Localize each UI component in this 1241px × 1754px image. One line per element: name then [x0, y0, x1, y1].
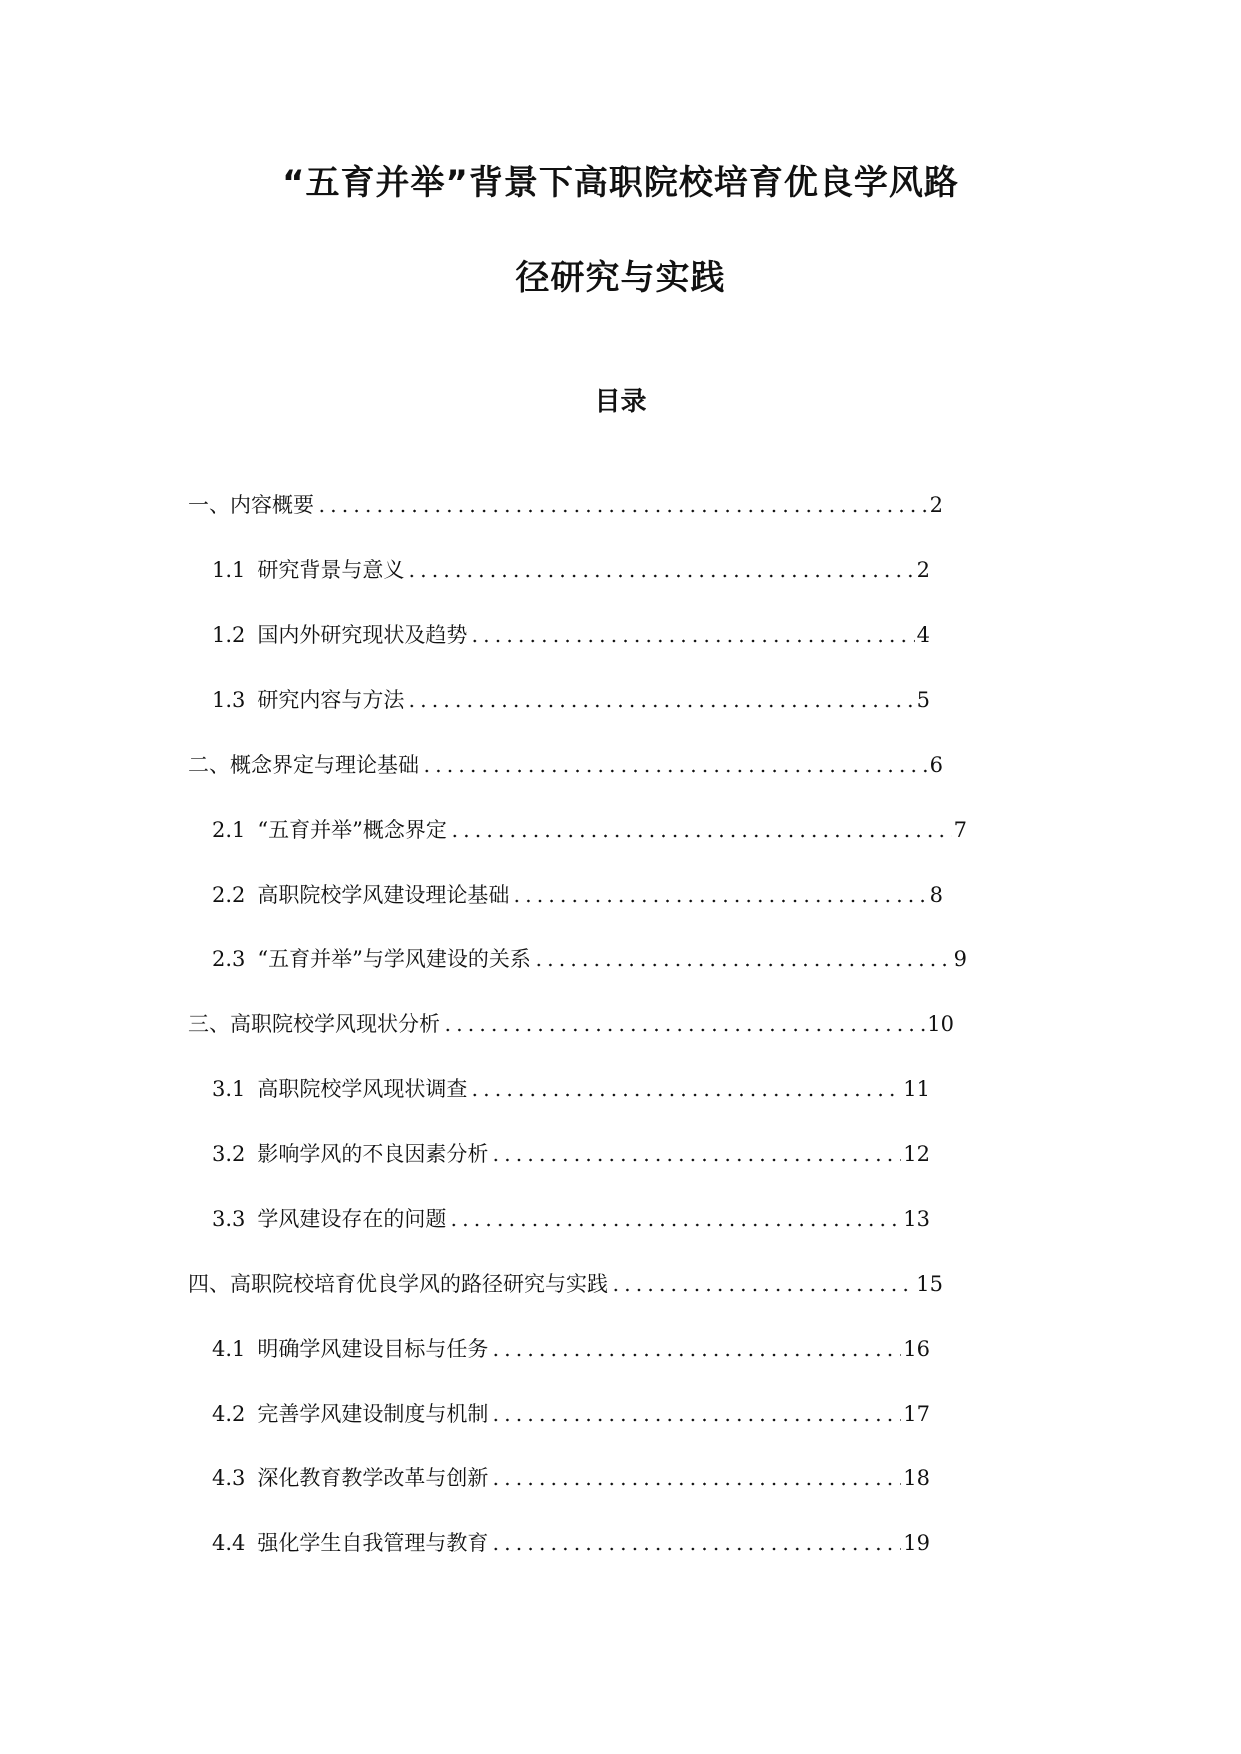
toc-entry-title: 学风建设存在的问题	[257, 1207, 447, 1231]
toc-entry[interactable]	[188, 750, 943, 780]
toc-entry[interactable]	[212, 555, 930, 585]
toc-page-number: 12	[903, 1142, 930, 1166]
toc-page-number: 19	[903, 1531, 930, 1555]
toc-page-number: 2	[929, 493, 943, 517]
toc-entry[interactable]	[188, 490, 943, 520]
toc-leader-dots	[442, 1028, 925, 1032]
toc-section-number: 4.1	[212, 1337, 246, 1361]
toc-leader-dots	[533, 963, 952, 967]
toc-heading: 目录	[594, 387, 647, 417]
toc-page-number: 17	[903, 1402, 930, 1426]
toc-entry[interactable]	[212, 1399, 930, 1429]
document-title-line-1: “五育并举”背景下高职院校培育优良学风路	[282, 163, 959, 203]
toc-entry-title: 高职院校学风建设理论基础	[257, 883, 510, 907]
toc-page-number: 9	[953, 947, 967, 971]
toc-section-number: 4.3	[212, 1466, 246, 1490]
toc-page-number: 8	[929, 883, 943, 907]
toc-leader-dots	[469, 1093, 901, 1097]
toc-entry-title: 明确学风建设目标与任务	[257, 1337, 489, 1361]
toc-section-number: 4.2	[212, 1402, 246, 1426]
toc-entry-title: 一、内容概要	[188, 493, 314, 517]
toc-page-number: 15	[916, 1272, 943, 1296]
toc-entry-title: 强化学生自我管理与教育	[257, 1531, 489, 1555]
toc-section-number: 4.4	[212, 1531, 246, 1555]
toc-section-number: 2.2	[212, 883, 246, 907]
toc-entry-title: 二、概念界定与理论基础	[188, 753, 419, 777]
toc-leader-dots	[406, 574, 914, 578]
toc-entry[interactable]	[188, 1269, 943, 1299]
toc-page-number: 5	[916, 688, 930, 712]
toc-entry[interactable]	[212, 620, 930, 650]
toc-entry[interactable]	[212, 1463, 930, 1493]
toc-section-number: 3.1	[212, 1077, 246, 1101]
toc-section-number: 2.1	[212, 818, 246, 842]
toc-page-number: 10	[927, 1012, 954, 1036]
toc-leader-dots	[490, 1158, 901, 1162]
toc-entry[interactable]	[212, 880, 943, 910]
toc-entry-title: “五育并举”概念界定	[257, 818, 447, 842]
toc-entry[interactable]	[212, 1334, 930, 1364]
toc-entry[interactable]	[212, 1204, 930, 1234]
toc-leader-dots	[469, 639, 914, 643]
toc-leader-dots	[490, 1547, 901, 1551]
toc-leader-dots	[449, 834, 952, 838]
toc-page-number: 6	[929, 753, 943, 777]
toc-section-number: 3.2	[212, 1142, 246, 1166]
toc-leader-dots	[490, 1418, 901, 1422]
toc-section-number: 3.3	[212, 1207, 246, 1231]
toc-entry[interactable]	[212, 944, 967, 974]
toc-entry-title: 高职院校学风现状调查	[257, 1077, 468, 1101]
toc-page-number: 7	[953, 818, 967, 842]
toc-page-number: 18	[903, 1466, 930, 1490]
toc-entry-title: 四、高职院校培育优良学风的路径研究与实践	[188, 1272, 608, 1296]
toc-entry-title: 研究背景与意义	[257, 558, 405, 582]
toc-section-number: 1.2	[212, 623, 246, 647]
toc-page-number: 13	[903, 1207, 930, 1231]
toc-entry-title: “五育并举”与学风建设的关系	[257, 947, 531, 971]
toc-section-number: 1.1	[212, 558, 246, 582]
document-title-line-2: 径研究与实践	[515, 258, 726, 298]
toc-leader-dots	[316, 509, 928, 513]
toc-entry-title: 三、高职院校学风现状分析	[188, 1012, 440, 1036]
toc-entry[interactable]	[212, 685, 930, 715]
toc-entry[interactable]	[212, 1074, 930, 1104]
toc-page-number: 4	[916, 623, 930, 647]
toc-page-number: 2	[916, 558, 930, 582]
toc-section-number: 1.3	[212, 688, 246, 712]
toc-entry-title: 国内外研究现状及趋势	[257, 623, 468, 647]
toc-entry[interactable]	[188, 1009, 954, 1039]
toc-page-number: 11	[903, 1077, 930, 1101]
toc-entry-title: 深化教育教学改革与创新	[257, 1466, 489, 1490]
toc-leader-dots	[448, 1223, 901, 1227]
toc-entry-title: 研究内容与方法	[257, 688, 405, 712]
toc-leader-dots	[490, 1353, 901, 1357]
toc-entry[interactable]	[212, 1139, 930, 1169]
toc-entry-title: 完善学风建设制度与机制	[257, 1402, 489, 1426]
toc-entry-title: 影响学风的不良因素分析	[257, 1142, 489, 1166]
toc-page-number: 16	[903, 1337, 930, 1361]
toc-section-number: 2.3	[212, 947, 246, 971]
toc-leader-dots	[511, 899, 927, 903]
toc-leader-dots	[421, 769, 928, 773]
toc-entry[interactable]	[212, 815, 967, 845]
toc-leader-dots	[610, 1288, 914, 1292]
toc-leader-dots	[406, 704, 914, 708]
toc-leader-dots	[490, 1482, 901, 1486]
toc-entry[interactable]	[212, 1528, 930, 1558]
